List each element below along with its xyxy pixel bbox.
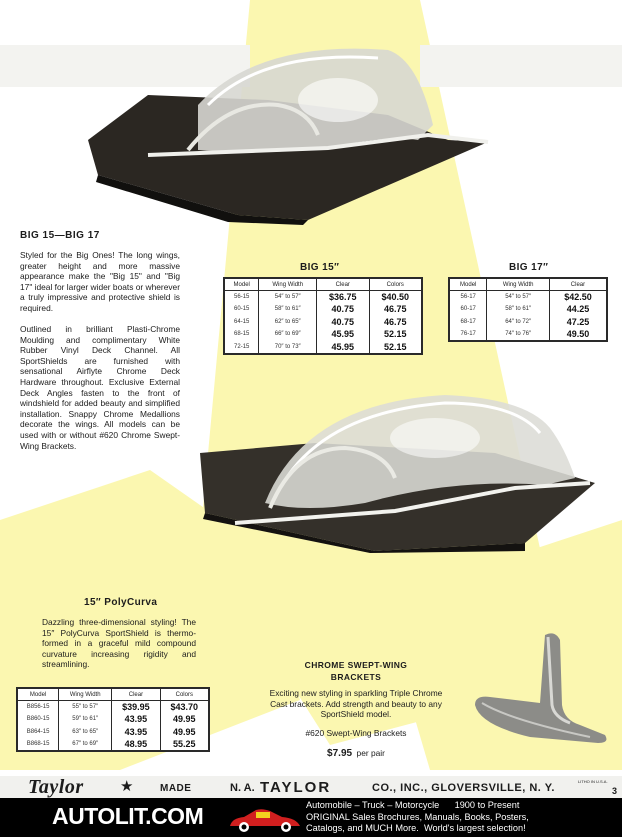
table-cell: 52.15 bbox=[369, 328, 422, 341]
big-description: Styled for the Big Ones! The long wings, greater height and more massive appearance make the "Big 15" and "Big 17" ideal for larger wider boats or wherever a truly impressive and protective shield is required. bbox=[20, 250, 180, 313]
column-header: Clear bbox=[549, 279, 606, 291]
big17-title: BIG 17″ bbox=[509, 262, 549, 273]
star-icon: ★ bbox=[120, 778, 134, 795]
table-cell: 64″ to 72″ bbox=[487, 316, 550, 329]
table-cell: 68-15 bbox=[225, 328, 259, 341]
table-cell: B856-15 bbox=[18, 701, 59, 714]
table-cell: 72-15 bbox=[225, 341, 259, 354]
table-row bbox=[450, 291, 607, 304]
autolit-tagline-line2: ORIGINAL Sales Brochures, Manuals, Books, Posters, bbox=[306, 811, 529, 822]
table-cell: 45.95 bbox=[317, 341, 369, 354]
column-header: Model bbox=[450, 279, 487, 291]
table-cell: 58″ to 61″ bbox=[259, 303, 317, 316]
brackets-description: Exciting new styling in sparkling Triple Chrome Cast brackets. Add strength and beauty to any SportShield model. bbox=[269, 688, 443, 720]
brackets-heading-line1: CHROME SWEPT-WING bbox=[304, 660, 408, 670]
car-icon bbox=[226, 806, 304, 834]
table-cell: $36.75 bbox=[317, 291, 369, 304]
table-cell: 62″ to 65″ bbox=[259, 316, 317, 329]
table-cell: B868-15 bbox=[18, 738, 59, 751]
table-cell: B864-15 bbox=[18, 726, 59, 739]
brackets-heading bbox=[268, 660, 444, 682]
column-header: Clear bbox=[317, 279, 369, 291]
table-cell: 46.75 bbox=[369, 316, 422, 329]
polycurva-description: Dazzling three-dimensional styling! The 15″ PolyCurva SportShield is thermo-formed in a graceful mild compound curvature increasing rigidity and streamlining. bbox=[42, 617, 196, 670]
table-cell: 67″ to 69″ bbox=[59, 738, 112, 751]
table-cell: 60-17 bbox=[450, 303, 487, 316]
table-cell: 46.75 bbox=[369, 303, 422, 316]
big-windshield-photo bbox=[88, 30, 508, 225]
table-cell: 49.50 bbox=[549, 328, 606, 341]
table-cell: 43.95 bbox=[112, 726, 160, 739]
table-cell: $42.50 bbox=[549, 291, 606, 304]
table-cell: 40.75 bbox=[317, 303, 369, 316]
brackets-price: $7.95 bbox=[327, 748, 353, 759]
table-row bbox=[18, 713, 209, 726]
maker-name: TAYLOR bbox=[260, 779, 332, 796]
column-header: Wing Width bbox=[259, 279, 317, 291]
maker-prefix: N. A. bbox=[230, 782, 255, 794]
table-row bbox=[450, 316, 607, 329]
table-cell: 54″ to 57″ bbox=[259, 291, 317, 304]
polycurva-heading: 15″ PolyCurva bbox=[84, 597, 158, 608]
table-cell: 49.95 bbox=[160, 713, 208, 726]
table-row bbox=[225, 303, 422, 316]
taylor-footer bbox=[0, 776, 622, 798]
table-row bbox=[225, 316, 422, 329]
column-header: Wing Width bbox=[487, 279, 550, 291]
table-cell: 44.25 bbox=[549, 303, 606, 316]
column-header: Colors bbox=[160, 689, 208, 701]
table-cell: 49.95 bbox=[160, 726, 208, 739]
table-row bbox=[225, 291, 422, 304]
table-cell: 63″ to 65″ bbox=[59, 726, 112, 739]
table-cell: 58″ to 61″ bbox=[487, 303, 550, 316]
big17-price-table bbox=[449, 278, 607, 341]
big-heading: BIG 15—BIG 17 bbox=[20, 230, 100, 241]
table-cell: 55″ to 57″ bbox=[59, 701, 112, 714]
table-row bbox=[450, 328, 607, 341]
made-label: MADE bbox=[160, 783, 192, 794]
column-header: Clear bbox=[112, 689, 160, 701]
taylor-logo: Taylor bbox=[28, 776, 84, 798]
table-cell: 68-17 bbox=[450, 316, 487, 329]
table-cell: 64-15 bbox=[225, 316, 259, 329]
autolit-tagline-line3: Catalogs, and MUCH More. World's largest selection! bbox=[306, 823, 526, 833]
column-header: Colors bbox=[369, 279, 422, 291]
table-row bbox=[450, 303, 607, 316]
table-cell: 60-15 bbox=[225, 303, 259, 316]
autolit-tagline-line1: Automobile – Truck – Motorcycle 1900 to Present bbox=[306, 800, 520, 810]
autolit-tagline bbox=[306, 800, 529, 835]
table-cell: 56-17 bbox=[450, 291, 487, 304]
brackets-price-line bbox=[268, 743, 444, 761]
bracket-photo bbox=[470, 625, 610, 750]
table-row bbox=[18, 738, 209, 751]
big-features: Outlined in brilliant Plasti-Chrome Moulding and complimentary White Rubber Vinyl Deck Channel. All SportShields are furnished with sensational Airflyte Chrome Deck Hardware throughout. Exclusive External Deck Angles fasten to the front of windshield for added beauty and simplified installation. Snappy Chrome Medallions decorate the wings. All models can be used with or without #620 Chrome Swept-Wing Brackets. bbox=[20, 324, 180, 451]
table-row bbox=[225, 341, 422, 354]
table-cell: 40.75 bbox=[317, 316, 369, 329]
table-cell: 56-15 bbox=[225, 291, 259, 304]
litho-note: LITHO IN U.S.A. bbox=[578, 779, 608, 784]
polycurva-price-table bbox=[17, 688, 209, 751]
table-cell: $43.70 bbox=[160, 701, 208, 714]
table-cell: 59″ to 61″ bbox=[59, 713, 112, 726]
table-cell: 66″ to 69″ bbox=[259, 328, 317, 341]
column-header: Wing Width bbox=[59, 689, 112, 701]
brackets-heading-line2: BRACKETS bbox=[330, 672, 382, 682]
big15-title: BIG 15″ bbox=[300, 262, 340, 273]
table-cell: 52.15 bbox=[369, 341, 422, 354]
table-cell: 55.25 bbox=[160, 738, 208, 751]
autolit-logo: AUTOLIT.COM bbox=[52, 803, 204, 829]
table-cell: 47.25 bbox=[549, 316, 606, 329]
maker-address: CO., INC., GLOVERSVILLE, N. Y. bbox=[372, 782, 555, 794]
table-row bbox=[225, 328, 422, 341]
big15-price-table bbox=[224, 278, 422, 354]
table-cell: 76-17 bbox=[450, 328, 487, 341]
table-cell: 43.95 bbox=[112, 713, 160, 726]
table-cell: 70″ to 73″ bbox=[259, 341, 317, 354]
brackets-price-unit: per pair bbox=[356, 748, 385, 758]
table-cell: 54″ to 57″ bbox=[487, 291, 550, 304]
table-row bbox=[18, 701, 209, 714]
table-cell: $40.50 bbox=[369, 291, 422, 304]
page-number: 3 bbox=[612, 786, 618, 796]
table-row bbox=[18, 726, 209, 739]
column-header: Model bbox=[18, 689, 59, 701]
polycurva-windshield-photo bbox=[195, 393, 600, 553]
column-header: Model bbox=[225, 279, 259, 291]
table-cell: 48.95 bbox=[112, 738, 160, 751]
table-cell: 74″ to 76″ bbox=[487, 328, 550, 341]
table-cell: $39.95 bbox=[112, 701, 160, 714]
table-cell: B860-15 bbox=[18, 713, 59, 726]
autolit-banner bbox=[0, 798, 622, 837]
brackets-item: #620 Swept-Wing Brackets bbox=[305, 728, 407, 738]
table-cell: 45.95 bbox=[317, 328, 369, 341]
